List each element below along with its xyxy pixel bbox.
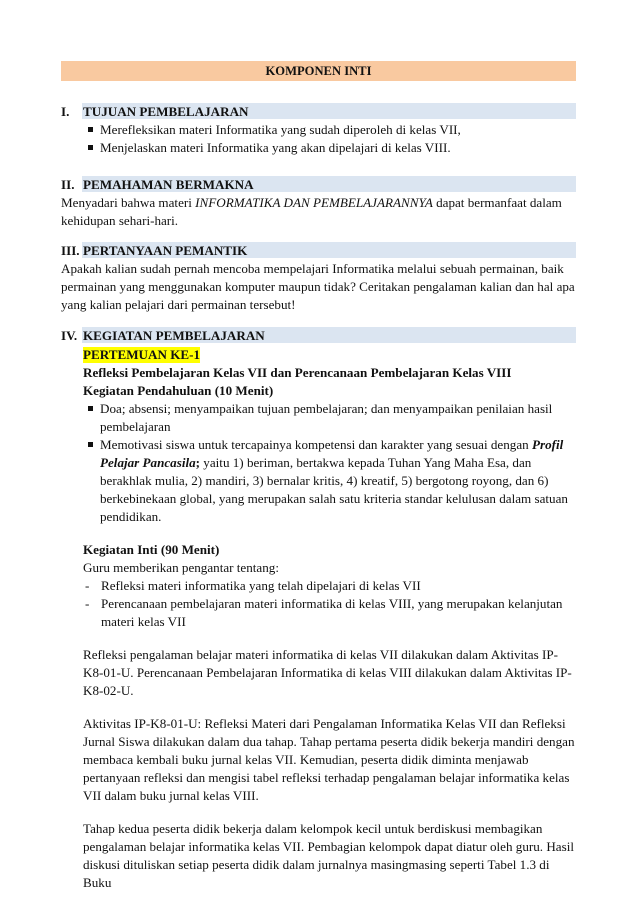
paragraph-group-stage: Tahap kedua peserta didik bekerja dalam kelompok kecil untuk berdiskusi membagikan pengalaman belajar informatika kelas VII. Pembagian kelompok dapat diatur oleh guru. Hasil diskusi dituliskan setiap peserta didik dalam jurnalnya masingmasing seperti Tabel 1.3 di Buku	[83, 821, 574, 890]
section-heading	[61, 176, 576, 192]
core-activity-list	[83, 577, 576, 631]
list-item: - Perencanaan pembelajaran materi informatika di kelas VIII, yang merupakan kelanjutan materi kelas VII	[85, 596, 563, 629]
section-pemahaman	[61, 176, 576, 230]
intro-activity-title: Kegiatan Pendahuluan (10 Menit)	[83, 383, 274, 398]
section-title: PERTANYAAN PEMANTIK	[83, 243, 248, 258]
square-bullet-icon	[88, 127, 93, 132]
objective-list	[83, 121, 576, 157]
komponen-inti-banner: KOMPONEN INTI	[61, 61, 576, 81]
section-number: I.	[61, 104, 70, 119]
square-bullet-icon	[88, 442, 93, 447]
intro-activity-list	[83, 400, 576, 526]
list-item: Memotivasi siswa untuk tercapainya kompetensi dan karakter yang sesuai dengan Profil Pelajar Pancasila; yaitu 1) beriman, bertakwa kepada Tuhan Yang Maha Esa, dan berakhlak mulia, 2) mandiri, 3) bernalar kritis, 4) kreatif, 5) bergotong royong, dan 6) berkebinekaan global, yang merupakan salah satu kriteria standar kelulusan dalam satuan pendidikan.	[83, 436, 576, 526]
square-bullet-icon	[88, 145, 93, 150]
section-pertanyaan	[61, 242, 576, 314]
section-number: IV.	[61, 328, 78, 343]
paragraph-activity: Aktivitas IP-K8-01-U: Refleksi Materi dari Pengalaman Informatika Kelas VII dan Refleksi Jurnal Siswa dilakukan dalam dua tahap. Tahap pertama peserta didik bekerja mandiri dengan membaca kembali buku jurnal kelas VII. Kemudian, peserta didik diminta menjawab pertanyaan refleksi dan mengisi tabel refleksi terhadap pengalaman belajar informatika kelas VII dalam buku jurnal kelas VIII.	[83, 716, 575, 803]
section-heading	[61, 242, 576, 258]
list-item: Menjelaskan materi Informatika yang akan dipelajari di kelas VIII.	[83, 139, 576, 157]
section-number: III.	[61, 243, 80, 258]
list-item: Doa; absensi; menyampaikan tujuan pembelajaran; dan menyampaikan penilaian hasil pembelajaran	[83, 400, 576, 436]
paragraph-reflection: Refleksi pengalaman belajar materi informatika di kelas VII dilakukan dalam Aktivitas IP-K8-01-U. Perencanaan Pembelajaran Informatika di kelas VIII dilakukan dalam Aktivitas IP-K8-02-U.	[83, 647, 572, 698]
section-heading	[61, 327, 576, 343]
meaningful-understanding-text: Menyadari bahwa materi INFORMATIKA DAN PEMBELAJARANNYA dapat bermanfaat dalam kehidupan sehari-hari.	[61, 195, 562, 228]
section-tujuan	[61, 103, 576, 157]
trigger-question-text: Apakah kalian sudah pernah mencoba mempelajari Informatika melalui sebuah permainan, baik permainan yang menggunakan komputer maupun tidak? Ceritakan pengalaman kalian dan hal apa yang kalian pelajari dari permainan tersebut!	[61, 261, 575, 312]
square-bullet-icon	[88, 406, 93, 411]
section-heading	[61, 103, 576, 119]
section-number: II.	[61, 177, 75, 192]
section-title: PEMAHAMAN BERMAKNA	[83, 177, 254, 192]
section-title: KEGIATAN PEMBELAJARAN	[83, 328, 265, 343]
core-activity-title: Kegiatan Inti (90 Menit)	[83, 542, 220, 557]
list-item: - Refleksi materi informatika yang telah dipelajari di kelas VII	[85, 578, 421, 593]
section-kegiatan	[61, 327, 576, 892]
meeting-topic: Refleksi Pembelajaran Kelas VII dan Perencanaan Pembelajaran Kelas VIII	[83, 365, 512, 380]
section-title: TUJUAN PEMBELAJARAN	[83, 104, 249, 119]
core-activity-lead: Guru memberikan pengantar tentang:	[83, 560, 279, 575]
meeting-label: PERTEMUAN KE-1	[83, 347, 201, 362]
list-item: Merefleksikan materi Informatika yang sudah diperoleh di kelas VII,	[83, 121, 576, 139]
